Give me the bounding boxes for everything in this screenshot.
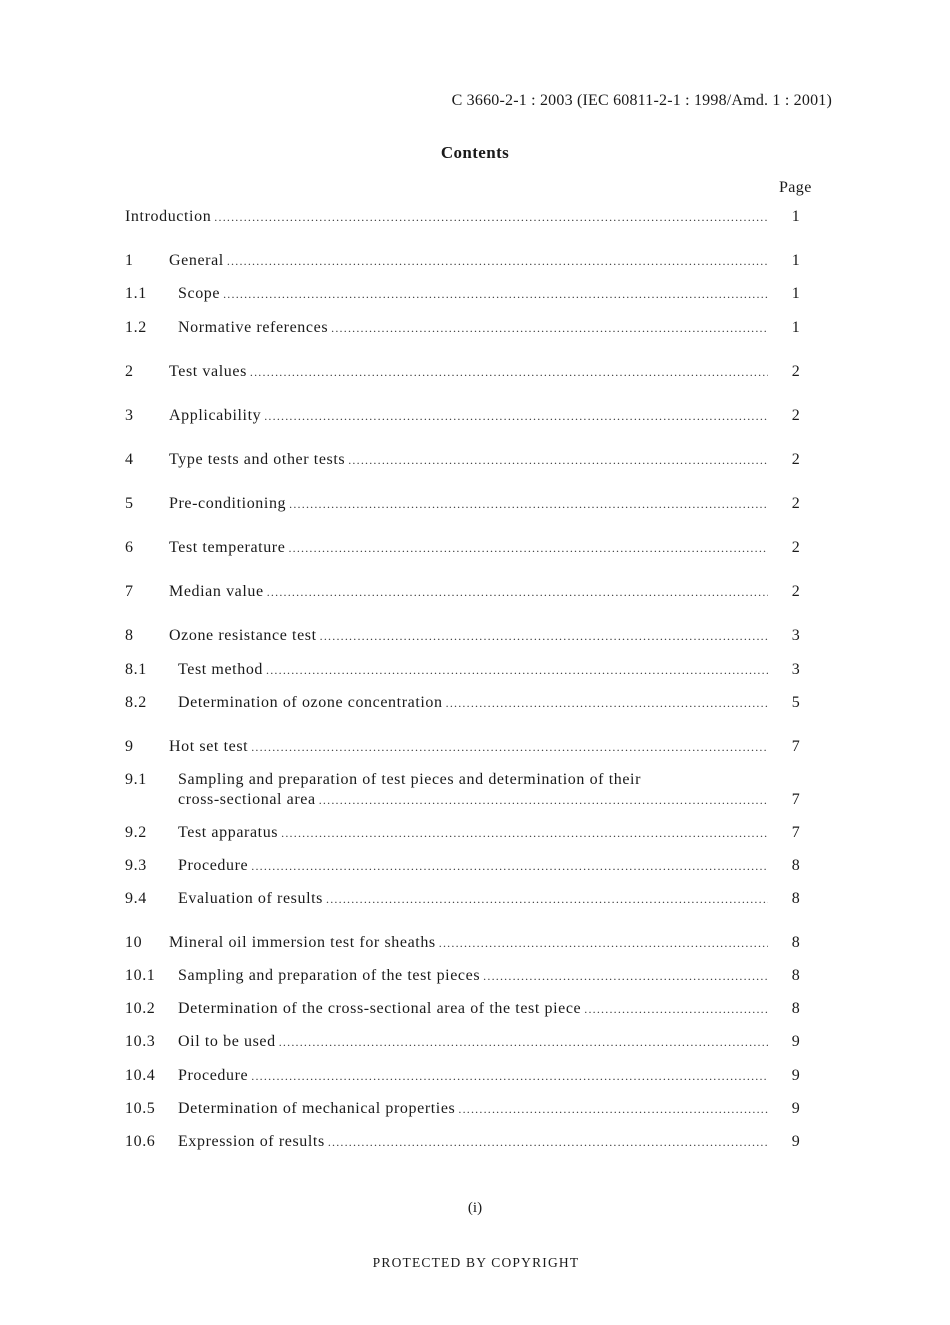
toc-entry-title: Test apparatus <box>178 824 279 841</box>
toc-entry <box>125 494 820 514</box>
toc-entry <box>125 450 820 470</box>
toc-entry-page: 2 <box>791 451 801 468</box>
dot-leader <box>281 823 768 843</box>
toc-entry-title: Determination of the cross-sectional area of the test piece <box>178 1000 582 1017</box>
toc-entry-page: 3 <box>791 627 801 644</box>
toc-entry-number: 1.2 <box>125 319 147 336</box>
toc-entry-number: 2 <box>125 363 134 380</box>
toc-entry-title: Determination of ozone concentration <box>178 694 443 711</box>
toc-entry-page: 3 <box>791 661 801 678</box>
toc-entry-page: 8 <box>791 857 801 874</box>
toc-entry-page: 2 <box>791 363 801 380</box>
dot-leader <box>326 889 768 909</box>
toc-entry-page: 1 <box>791 285 801 302</box>
toc-entry-title: Mineral oil immersion test for sheaths <box>169 934 436 951</box>
dot-leader <box>319 790 768 810</box>
toc-entry <box>125 660 820 680</box>
dot-leader <box>279 1032 768 1052</box>
dot-leader <box>267 582 768 602</box>
toc-entry-page: 1 <box>791 319 801 336</box>
toc-entry <box>125 362 820 382</box>
dot-leader <box>214 207 768 227</box>
toc-entry <box>125 770 820 810</box>
toc-entry-page: 8 <box>791 934 801 951</box>
toc-entry-number: 6 <box>125 539 134 556</box>
toc-entry <box>125 823 820 843</box>
toc-entry-number: 9 <box>125 738 134 755</box>
toc-entry <box>125 999 820 1019</box>
toc-entry-page: 2 <box>791 539 801 556</box>
toc-entry-title: cross-sectional area <box>178 791 316 808</box>
toc-entry-title: Type tests and other tests <box>169 451 346 468</box>
toc-entry-number: 10.4 <box>125 1067 156 1084</box>
toc-entry-number: 8 <box>125 627 134 644</box>
toc-entry-page: 2 <box>791 407 801 424</box>
dot-leader <box>266 660 768 680</box>
toc-entry-number: 10.1 <box>125 967 156 984</box>
toc-entry-page: 9 <box>791 1100 801 1117</box>
toc-entry-number: 4 <box>125 451 134 468</box>
toc-entry-number: 5 <box>125 495 134 512</box>
toc-entry <box>125 1132 820 1152</box>
toc-entry <box>125 856 820 876</box>
toc-entry-number: 10.3 <box>125 1033 156 1050</box>
toc-entry-number: 8.1 <box>125 661 147 678</box>
toc-entry <box>125 406 820 426</box>
toc-entry-title: Applicability <box>169 407 262 424</box>
toc-entry <box>125 1032 820 1052</box>
toc-entry <box>125 318 820 338</box>
toc-entry <box>125 737 820 757</box>
toc-entry-title: Test method <box>178 661 264 678</box>
toc-entry-title: Hot set test <box>169 738 249 755</box>
toc-entry-title: Evaluation of results <box>178 890 324 907</box>
toc-entry <box>125 693 820 713</box>
page-column-label: Page <box>779 179 812 196</box>
toc-entry <box>125 538 820 558</box>
toc-entry-number: 7 <box>125 583 134 600</box>
toc-entry-title: Introduction <box>125 208 212 225</box>
dot-leader <box>264 406 768 426</box>
toc-entry-title: Sampling and preparation of test pieces and determination of their <box>178 771 642 788</box>
dot-leader <box>584 999 768 1019</box>
dot-leader <box>331 318 768 338</box>
toc-entry-page: 8 <box>791 967 801 984</box>
toc-entry-title: Determination of mechanical properties <box>178 1100 456 1117</box>
toc-entry-page: 7 <box>791 738 801 755</box>
page-title: Contents <box>440 143 510 162</box>
toc-entry-title: Procedure <box>178 857 249 874</box>
toc-entry-number: 8.2 <box>125 694 147 711</box>
dot-leader <box>289 494 768 514</box>
toc-entry-page: 5 <box>791 694 801 711</box>
toc-entry <box>125 889 820 909</box>
toc-entry-title: Pre-conditioning <box>169 495 287 512</box>
dot-leader <box>328 1132 768 1152</box>
toc-entry-number: 9.2 <box>125 824 147 841</box>
toc-entry <box>125 582 820 602</box>
toc-entry <box>125 284 820 304</box>
toc-entry-page: 7 <box>791 791 801 808</box>
toc-entry-number: 3 <box>125 407 134 424</box>
toc-entry <box>125 1099 820 1119</box>
toc-entry-number: 9.3 <box>125 857 147 874</box>
toc-entry-page: 8 <box>791 890 801 907</box>
toc-entry-title: Oil to be used <box>178 1033 276 1050</box>
dot-leader <box>348 450 768 470</box>
toc-entry-title: Scope <box>178 285 221 302</box>
toc-entry <box>125 966 820 986</box>
dot-leader <box>250 362 768 382</box>
dot-leader <box>288 538 768 558</box>
dot-leader <box>251 1066 768 1086</box>
toc-entry-number: 10.5 <box>125 1100 156 1117</box>
toc-entry <box>125 933 820 953</box>
toc-entry-page: 7 <box>791 824 801 841</box>
copyright-notice: PROTECTED BY COPYRIGHT <box>372 1255 580 1270</box>
dot-leader <box>251 856 768 876</box>
toc-entry-number: 9.1 <box>125 771 147 788</box>
dot-leader <box>251 737 768 757</box>
toc-entry-number: 10.6 <box>125 1133 156 1150</box>
toc-entry-title: Test temperature <box>169 539 286 556</box>
footer-page-number: (i) <box>467 1200 483 1216</box>
toc-entry-title: Sampling and preparation of the test pieces <box>178 967 481 984</box>
toc-entry-page: 9 <box>791 1067 801 1084</box>
dot-leader <box>223 284 768 304</box>
toc-entry-title: Normative references <box>178 319 329 336</box>
toc-entry-number: 1.1 <box>125 285 147 302</box>
toc-entry-title: Procedure <box>178 1067 249 1084</box>
toc-entry-number: 10 <box>125 934 143 951</box>
toc-entry-page: 8 <box>791 1000 801 1017</box>
dot-leader <box>458 1099 768 1119</box>
toc-entry-title: Median value <box>169 583 264 600</box>
toc-entry-title: Expression of results <box>178 1133 325 1150</box>
dot-leader <box>227 251 768 271</box>
toc-entry-title: Ozone resistance test <box>169 627 317 644</box>
toc-entry-number: 10.2 <box>125 1000 156 1017</box>
toc-entry-page: 1 <box>791 252 801 269</box>
toc-entry-page: 9 <box>791 1133 801 1150</box>
dot-leader <box>446 693 768 713</box>
toc-entry-page: 9 <box>791 1033 801 1050</box>
toc-entry-page: 2 <box>791 583 801 600</box>
toc-entry-number: 1 <box>125 252 134 269</box>
dot-leader <box>320 626 768 646</box>
toc-entry-title: General <box>169 252 224 269</box>
toc-entry-title: Test values <box>169 363 247 380</box>
dot-leader <box>439 933 768 953</box>
toc-entry <box>125 626 820 646</box>
toc-entry <box>125 207 820 227</box>
toc-entry <box>125 251 820 271</box>
dot-leader <box>483 966 768 986</box>
toc-entry-page: 1 <box>791 208 801 225</box>
document-header: C 3660-2-1 : 2003 (IEC 60811-2-1 : 1998/Amd. 1 : 2001) <box>451 92 832 109</box>
toc-entry-page: 2 <box>791 495 801 512</box>
toc-entry <box>125 1066 820 1086</box>
toc-entry-number: 9.4 <box>125 890 147 907</box>
